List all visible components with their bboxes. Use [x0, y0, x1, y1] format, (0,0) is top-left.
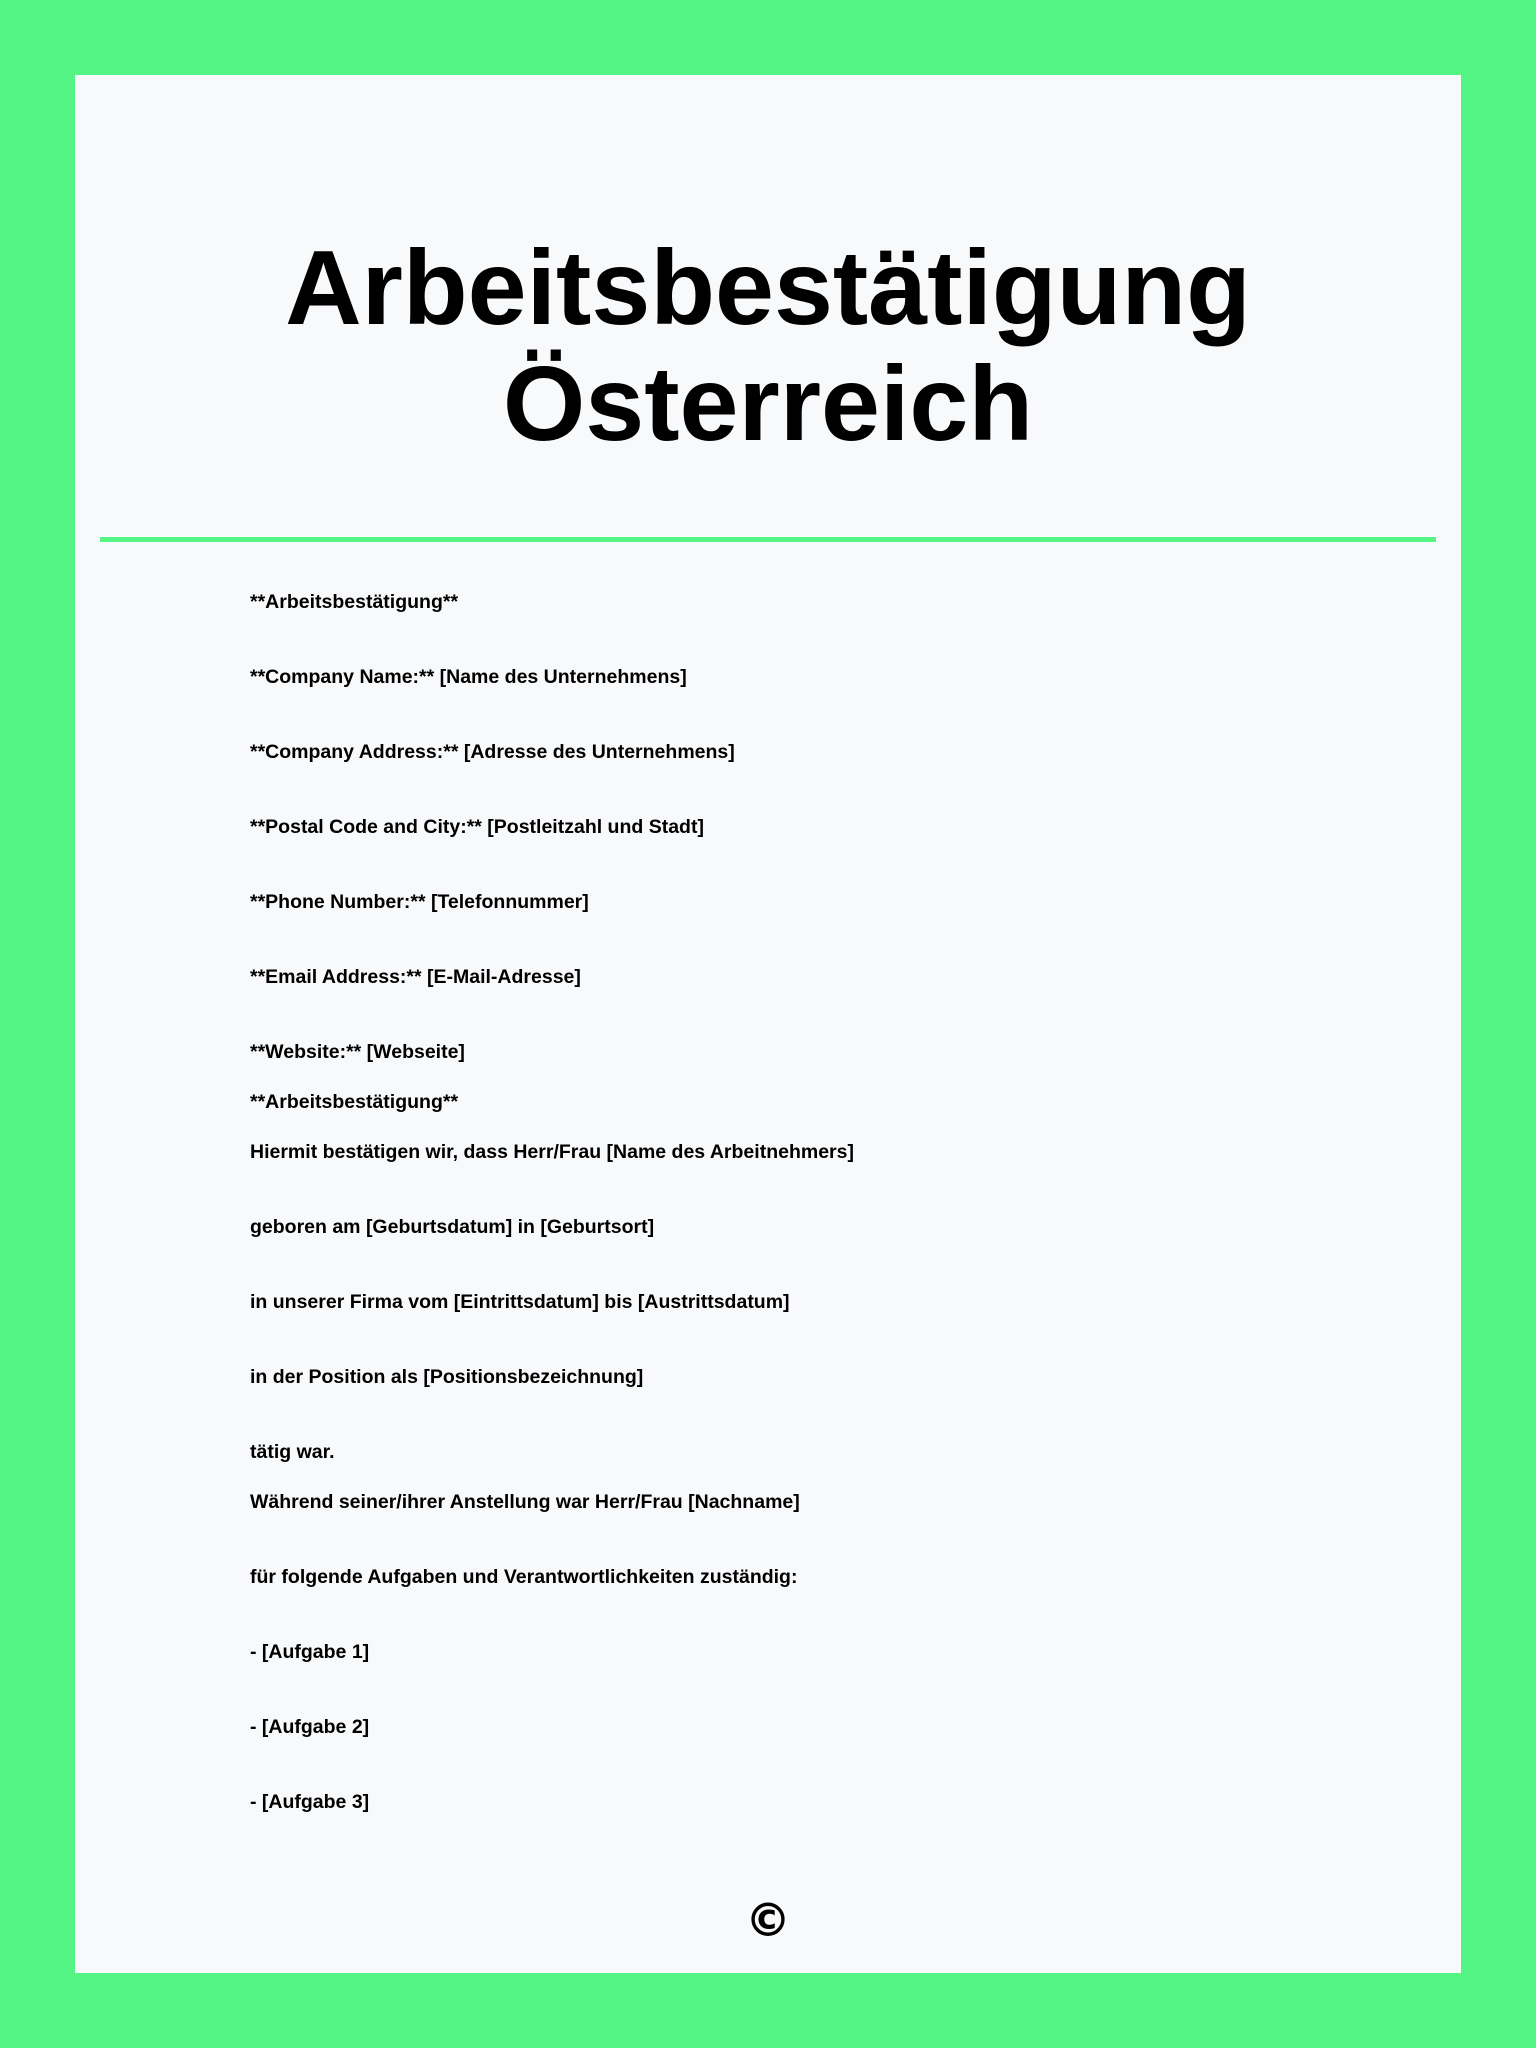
employee-name-line: Hiermit bestätigen wir, dass Herr/Frau [Name des Arbeitnehmers]	[250, 1141, 854, 1163]
email-line: **Email Address:** [E-Mail-Adresse]	[250, 966, 581, 988]
phone-line: **Phone Number:** [Telefonnummer]	[250, 891, 589, 913]
copyright-icon: ©	[745, 1893, 791, 1947]
title-divider	[100, 537, 1436, 542]
responsibilities-line: für folgende Aufgaben und Verantwortlichkeiten zuständig:	[250, 1566, 798, 1588]
doc-heading: **Arbeitsbestätigung**	[250, 591, 459, 613]
birth-line: geboren am [Geburtsdatum] in [Geburtsort]	[250, 1216, 655, 1238]
task-item-1: - [Aufgabe 1]	[250, 1641, 370, 1663]
worked-line: tätig war.	[250, 1441, 335, 1463]
document-page	[75, 75, 1461, 1973]
doc-heading-repeat: **Arbeitsbestätigung**	[250, 1091, 459, 1113]
title-line-2: Österreich	[502, 345, 1034, 463]
employment-dates-line: in unserer Firma vom [Eintrittsdatum] bis [Austrittsdatum]	[250, 1291, 790, 1313]
website-line: **Website:** [Webseite]	[250, 1041, 465, 1063]
task-item-3: - [Aufgabe 3]	[250, 1791, 370, 1813]
postal-city-line: **Postal Code and City:** [Postleitzahl und Stadt]	[250, 816, 704, 838]
position-line: in der Position als [Positionsbezeichnung]	[250, 1366, 644, 1388]
document-title	[75, 230, 1461, 462]
employment-intro-line: Während seiner/ihrer Anstellung war Herr/Frau [Nachname]	[250, 1491, 800, 1513]
company-name-line: **Company Name:** [Name des Unternehmens]	[250, 666, 687, 688]
task-item-2: - [Aufgabe 2]	[250, 1716, 370, 1738]
title-line-1: Arbeitsbestätigung	[285, 229, 1251, 347]
company-address-line: **Company Address:** [Adresse des Unternehmens]	[250, 741, 735, 763]
